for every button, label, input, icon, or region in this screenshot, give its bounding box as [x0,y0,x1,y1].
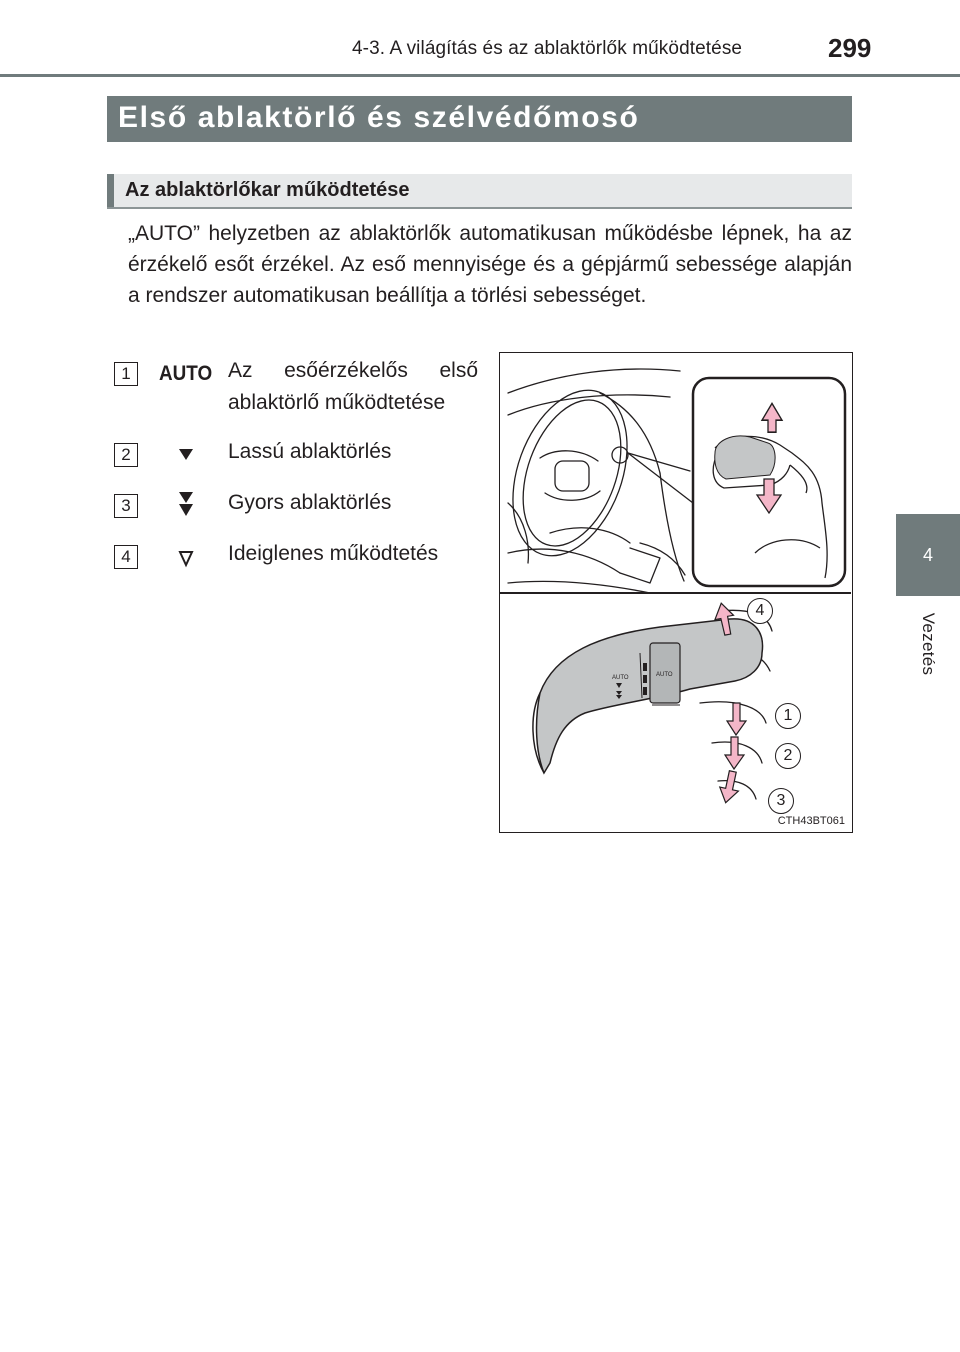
item-number: 1 [114,362,138,386]
item-text: Lassú ablaktörlés [228,440,392,463]
figure-callout-1: 1 [775,703,801,729]
section-title: Első ablaktörlő és szélvédőmosó [118,101,640,134]
subsection-bar [107,174,852,209]
single-down-triangle-icon [158,443,214,473]
auto-symbol [158,362,214,392]
item-text-line1: Az esőérzékelős első [228,359,478,382]
figure-callout-4: 4 [747,598,773,624]
figure-callout-3: 3 [768,788,794,814]
body-paragraph: „AUTO” helyzetben az ablaktörlők automatikusan működésbe lépnek, ha az érzékelő esőt érzékel. Az eső mennyisége és a gépjármű sebessége alapján a rendszer automatikusan beállítja a törlési sebességet. [128,222,852,307]
figure-code: CTH43BT061 [777,815,845,827]
double-down-triangle-icon [158,494,214,524]
header-rule [0,74,960,77]
section-title-bar [107,96,852,142]
figure-callout-2: 2 [775,743,801,769]
item-number: 2 [114,443,138,467]
lever-label: AUTO [656,672,673,678]
chapter-tab[interactable]: 4 [896,514,960,596]
item-number: 4 [114,545,138,569]
wiper-lever-figure [499,352,853,833]
item-text-line2: ablaktörlő működtetése [228,391,446,414]
chapter-label: Vezetés [919,612,938,676]
page-number: 299 [828,33,872,63]
subsection-accent [107,174,114,207]
item-text: Gyors ablaktörlés [228,491,392,514]
item-text: Ideiglenes működtetés [228,542,439,565]
item-number: 3 [114,494,138,518]
subsection-title: Az ablaktörlőkar működtetése [125,179,410,201]
header-section-text: 4-3. A világítás és az ablaktörlők működtetése [352,38,743,59]
auto-symbol-text: AUTO [159,362,213,385]
lever-label: AUTO [612,675,629,681]
outline-up-triangle-icon [158,545,214,575]
